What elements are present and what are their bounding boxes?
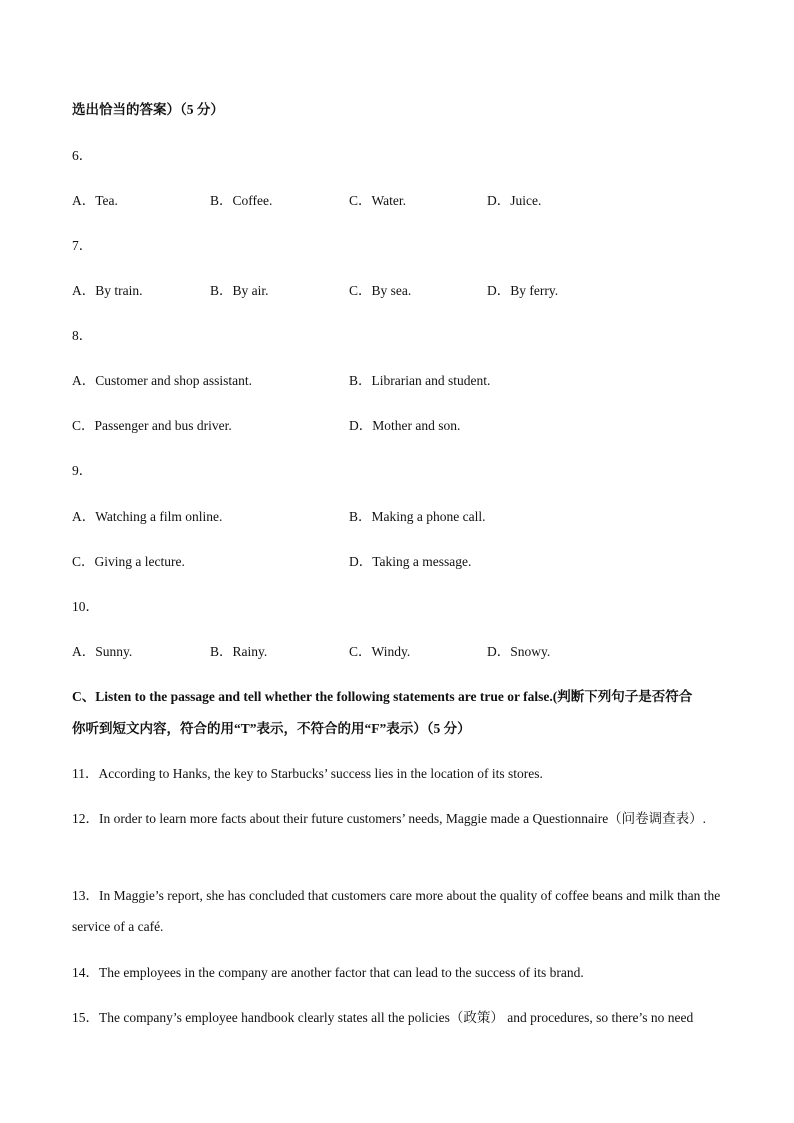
question-number-7: 7． [72, 238, 93, 253]
q6-option-d[interactable]: D．Juice. [487, 193, 542, 208]
q8-option-b[interactable]: B．Librarian and student. [349, 373, 491, 388]
section-b-instruction: 选出恰当的答案）（5 分） [72, 102, 224, 117]
statement-text: The employees in the company are another factor that can lead to the success of its brand. [99, 965, 584, 980]
q10-option-b[interactable]: B．Rainy. [210, 644, 268, 659]
statement-12 [72, 803, 727, 834]
statement-number: 14． [72, 965, 99, 980]
q8-option-d[interactable]: D．Mother and son. [349, 418, 461, 433]
q8-option-c[interactable]: C．Passenger and bus driver. [72, 418, 232, 433]
statement-text: In order to learn more facts about their future customers’ needs, Maggie made a Questionnaire（问卷调查表）. [99, 811, 707, 826]
q7-option-a[interactable]: A．By train. [72, 283, 143, 298]
q9-option-d[interactable]: D．Taking a message. [349, 554, 472, 569]
section-c-heading-line1: C、Listen to the passage and tell whether the following statements are true or false.(判断下列句子是否符合 [72, 689, 693, 704]
statement-text: In Maggie’s report, she has concluded that customers care more about the quality of coffee beans and milk than the service of a café. [72, 888, 721, 934]
q9-option-b[interactable]: B．Making a phone call. [349, 509, 486, 524]
statement-number: 11． [72, 766, 99, 781]
statement-15 [72, 1009, 693, 1027]
q9-option-a[interactable]: A．Watching a film online. [72, 509, 223, 524]
q10-option-a[interactable]: A．Sunny. [72, 644, 133, 659]
statement-text: The company’s employee handbook clearly states all the policies（政策） and procedures, so there’s no need [99, 1010, 694, 1025]
statement-number: 15． [72, 1010, 99, 1025]
question-number-8: 8． [72, 328, 93, 343]
statement-number: 13． [72, 888, 99, 903]
q7-option-b[interactable]: B．By air. [210, 283, 269, 298]
statement-text: According to Hanks, the key to Starbucks’ success lies in the location of its stores. [98, 766, 543, 781]
q9-option-c[interactable]: C．Giving a lecture. [72, 554, 185, 569]
q6-option-a[interactable]: A．Tea. [72, 193, 118, 208]
statement-13 [72, 880, 727, 942]
q6-option-c[interactable]: C．Water. [349, 193, 407, 208]
statement-number: 12． [72, 811, 99, 826]
q7-option-c[interactable]: C．By sea. [349, 283, 412, 298]
statement-14 [72, 964, 584, 982]
question-number-10: 10． [72, 599, 99, 614]
statement-11 [72, 765, 543, 783]
q10-option-d[interactable]: D．Snowy. [487, 644, 551, 659]
q7-option-d[interactable]: D．By ferry. [487, 283, 559, 298]
q8-option-a[interactable]: A．Customer and shop assistant. [72, 373, 252, 388]
q10-option-c[interactable]: C．Windy. [349, 644, 411, 659]
q6-option-b[interactable]: B．Coffee. [210, 193, 273, 208]
section-c-heading-line2: 你听到短文内容，符合的用“T”表示，不符合的用“F”表示）（5 分） [72, 721, 471, 736]
question-number-6: 6． [72, 148, 93, 163]
question-number-9: 9． [72, 463, 93, 478]
